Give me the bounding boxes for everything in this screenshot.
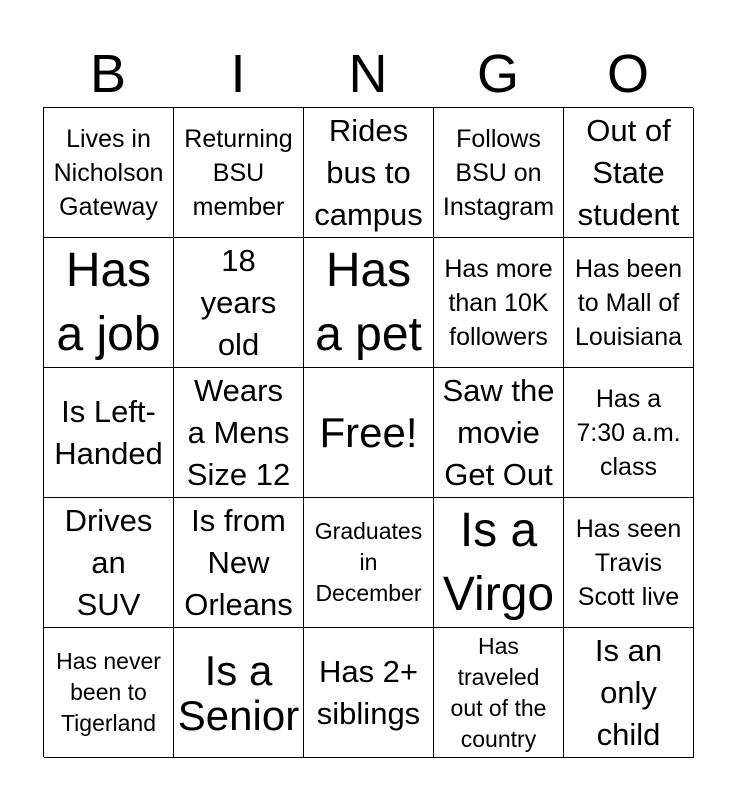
bingo-cell-r5-c2[interactable]: [174, 628, 304, 758]
bingo-cell-r3-c4[interactable]: [434, 368, 564, 498]
bingo-cell-r3-c5[interactable]: [564, 368, 694, 498]
bingo-cell-r5-c5[interactable]: [564, 628, 694, 758]
cell-text: Out of State student: [577, 112, 680, 232]
bingo-cell-r2-c2[interactable]: [174, 238, 304, 368]
bingo-header: [43, 40, 693, 108]
cell-text: Rides bus to campus: [314, 112, 423, 232]
cell-text: Follows BSU on Instagram: [442, 124, 555, 221]
cell-text: Has a pet: [315, 243, 422, 361]
bingo-cell-r2-c4[interactable]: [434, 238, 564, 368]
bingo-cell-r1-c3[interactable]: [304, 108, 434, 238]
cell-text: Has seen Travis Scott live: [575, 514, 682, 611]
bingo-cell-r5-c3[interactable]: [304, 628, 434, 758]
cell-text: Is Left- Handed: [54, 393, 163, 471]
cell-text: Has 2+ siblings: [316, 653, 421, 731]
bingo-cell-r4-c2[interactable]: [174, 498, 304, 628]
bingo-cell-r2-c3[interactable]: [304, 238, 434, 368]
cell-text: Wears a Mens Size 12: [186, 372, 291, 492]
cell-text: Graduates in December: [314, 518, 423, 606]
header-letter-g: G: [476, 44, 519, 104]
cell-text: Is a Virgo: [442, 503, 555, 621]
bingo-cell-r4-c3[interactable]: [304, 498, 434, 628]
bingo-cell-r4-c4[interactable]: [434, 498, 564, 628]
cell-text: Drives an SUV: [64, 502, 153, 622]
cell-text: Has never been to Tigerland: [56, 648, 161, 736]
header-letter-o: O: [606, 44, 649, 104]
free-space-text: Free!: [319, 409, 418, 456]
bingo-cell-r3-c1[interactable]: [44, 368, 174, 498]
cell-text: Has more than 10K followers: [444, 254, 553, 351]
bingo-cell-r1-c1[interactable]: [44, 108, 174, 238]
bingo-cell-r2-c5[interactable]: [564, 238, 694, 368]
header-letter-b: B: [89, 44, 127, 104]
bingo-grid: [43, 107, 693, 757]
bingo-cell-r5-c1[interactable]: [44, 628, 174, 758]
bingo-cell-r4-c5[interactable]: [564, 498, 694, 628]
cell-text: Lives in Nicholson Gateway: [53, 124, 164, 221]
cell-text: 18 years old: [200, 242, 277, 362]
cell-text: Returning BSU member: [184, 124, 293, 221]
cell-text: Has been to Mall of Louisiana: [574, 254, 683, 351]
cell-text: Has a job: [56, 243, 161, 361]
header-letter-i: I: [230, 44, 246, 104]
bingo-cell-r2-c1[interactable]: [44, 238, 174, 368]
cell-text: Saw the movie Get Out: [442, 372, 555, 492]
bingo-cell-r1-c4[interactable]: [434, 108, 564, 238]
cell-text: Is a Senior: [177, 646, 300, 739]
header-letter-n: N: [348, 44, 388, 104]
cell-text: Is an only child: [594, 632, 663, 752]
bingo-cell-r5-c4[interactable]: [434, 628, 564, 758]
bingo-cell-r4-c1[interactable]: [44, 498, 174, 628]
cell-text: Has traveled out of the country: [450, 632, 547, 752]
cell-text: Is from New Orleans: [184, 502, 293, 622]
cell-text: Has a 7:30 a.m. class: [576, 384, 681, 481]
bingo-cell-r1-c5[interactable]: [564, 108, 694, 238]
bingo-cell-r1-c2[interactable]: [174, 108, 304, 238]
bingo-cell-r3-c2[interactable]: [174, 368, 304, 498]
bingo-cell-r3-c3-free[interactable]: [304, 368, 434, 498]
